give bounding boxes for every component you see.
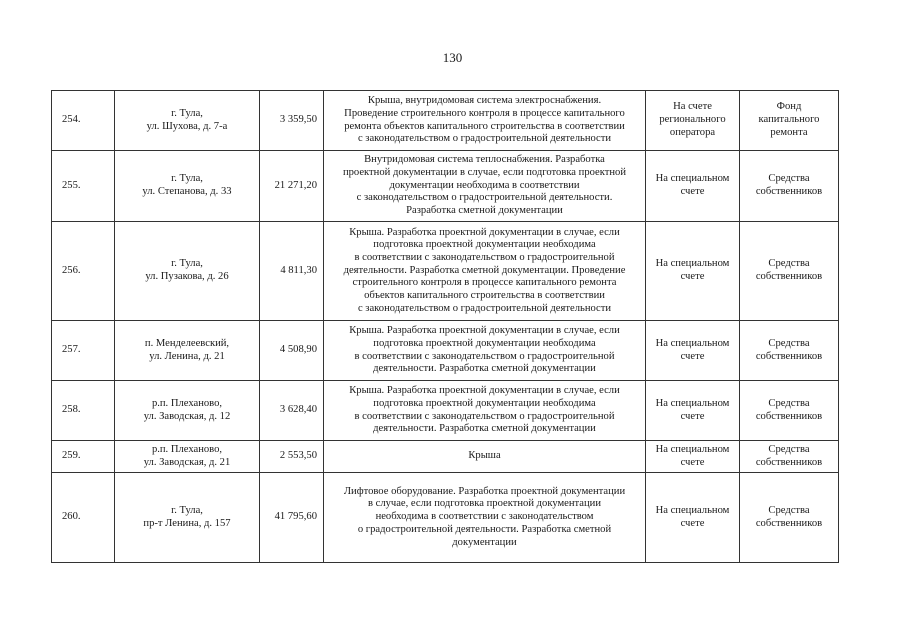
account-line: На специальном [655,173,730,185]
address-line: г. Тула, [171,173,203,185]
row-number: 260. [52,473,115,563]
work-line: документации необходима в соответствии [389,179,580,191]
work-line: подготовка проектной документации необходима [373,239,596,251]
address-cell [115,381,260,441]
table-row [52,151,839,222]
repair-program-table [51,90,839,563]
work-line: в соответствии с законодательством о градостроительной [354,410,615,422]
account-line: На специальном [655,337,730,349]
address-line: ул. Шухова, д. 7-а [146,120,228,132]
work-description-cell [324,321,646,381]
work-description-cell [324,441,646,473]
account-line: оператора [669,126,716,138]
work-line: объектов капитального строительства в соответствии [364,290,605,302]
work-line: в соответствии с законодательством о градостроительной [354,251,615,263]
fund-source-cell [740,441,839,473]
table-row [52,441,839,473]
work-line: Крыша. Разработка проектной документации в случае, если [349,385,620,397]
fund-line: Средства [768,173,810,185]
address-line: ул. Заводская, д. 12 [143,410,231,422]
work-description-cell [324,381,646,441]
work-line: деятельности. Разработка сметной документации [373,423,596,435]
work-line: Крыша. Разработка проектной документации в случае, если [349,325,620,337]
fund-line: собственников [755,456,823,468]
account-line: счете [680,350,705,362]
work-line: проектной документации в случае, если подготовка проектной [342,166,627,178]
fund-line: собственников [755,271,823,282]
work-line: деятельности. Разработка сметной документации. Проведение [343,264,626,276]
work-description-cell [324,91,646,151]
work-line: документации [452,536,517,548]
cost-cell: 3 628,40 [260,381,324,441]
cost-cell: 2 553,50 [260,441,324,473]
row-number: 254. [52,91,115,151]
work-line: с законодательством о градостроительной деятельности [357,302,612,314]
fund-line: Средства [768,397,810,409]
work-line: Проведение строительного контроля в процессе капитального [344,107,625,119]
fund-source-cell [740,91,839,151]
address-line: ул. Заводская, д. 21 [143,456,231,468]
row-number: 256. [52,222,115,321]
account-cell [646,222,740,321]
account-line: На специальном [655,397,730,409]
row-number: 259. [52,441,115,473]
fund-line: Фонд [776,101,802,113]
account-cell [646,321,740,381]
table-row [52,91,839,151]
table-row [52,381,839,441]
address-line: п. Менделеевский, [144,337,230,349]
fund-line: собственников [755,186,823,197]
account-line: На специальном [655,258,730,270]
fund-line: собственников [755,410,823,422]
address-cell [115,151,260,222]
address-cell [115,222,260,321]
work-line: Крыша [468,450,501,462]
address-line: р.п. Плеханово, [151,443,223,455]
fund-source-cell [740,222,839,321]
cost-cell: 4 811,30 [260,222,324,321]
work-description-cell [324,151,646,222]
work-line: Разработка сметной документации [406,205,563,217]
cost-cell: 21 271,20 [260,151,324,222]
fund-line: Средства [768,337,810,349]
address-cell [115,321,260,381]
row-number: 257. [52,321,115,381]
work-line: подготовка проектной документации необходима [373,337,596,349]
account-line: счете [680,186,705,197]
cost-cell: 3 359,50 [260,91,324,151]
fund-line: собственников [755,350,823,362]
address-line: ул. Степанова, д. 33 [142,186,232,197]
address-line: г. Тула, [171,504,203,516]
account-cell [646,473,740,563]
row-number: 258. [52,381,115,441]
table-row [52,473,839,563]
address-cell [115,473,260,563]
work-line: ремонта объектов капитального строительства в соответствии [344,120,625,132]
work-line: Лифтовое оборудование. Разработка проектной документации [343,485,626,497]
address-line: пр-т Ленина, д. 157 [143,517,231,529]
address-line: р.п. Плеханово, [151,397,223,409]
work-description-cell [324,222,646,321]
fund-source-cell [740,151,839,222]
account-cell [646,91,740,151]
account-line: счете [680,517,705,529]
table-body [52,91,839,563]
account-line: счете [680,410,705,422]
work-line: с законодательством о градостроительной деятельности. [356,192,613,204]
work-line: о градостроительной деятельности. Разработка сметной [357,523,612,535]
address-cell [115,91,260,151]
account-cell [646,151,740,222]
work-line: деятельности. Разработка сметной документации [373,363,596,375]
account-line: На счете [673,101,712,113]
address-line: ул. Ленина, д. 21 [149,350,225,362]
address-line: ул. Пузакова, д. 26 [145,271,229,282]
address-line: г. Тула, [171,258,203,270]
page-number: 130 [442,50,463,65]
work-line: подготовка проектной документации необходима [373,397,596,409]
fund-line: Средства [768,443,810,455]
fund-line: Средства [768,258,810,270]
work-line: в соответствии с законодательством о градостроительной [354,350,615,362]
account-line: счете [680,271,705,282]
table-row [52,222,839,321]
work-line: Внутридомовая система теплоснабжения. Разработка [364,154,605,166]
work-line: Крыша, внутридомовая система электроснабжения. [367,95,602,107]
account-cell [646,441,740,473]
address-cell [115,441,260,473]
table-row [52,321,839,381]
work-line: строительного контроля в процессе капитального ремонта [352,277,617,289]
account-line: На специальном [655,504,730,516]
work-line: в случае, если подготовка проектной документации [367,498,602,510]
row-number: 255. [52,151,115,222]
account-line: регионального [659,114,726,126]
fund-line: капитального [758,114,820,126]
account-line: счете [680,456,705,468]
cost-cell: 4 508,90 [260,321,324,381]
account-cell [646,381,740,441]
fund-line: ремонта [770,126,808,138]
address-line: г. Тула, [171,107,203,119]
fund-source-cell [740,473,839,563]
work-line: с законодательством о градостроительной деятельности [357,133,612,145]
cost-cell: 41 795,60 [260,473,324,563]
work-description-cell [324,473,646,563]
account-line: На специальном [655,443,730,455]
fund-line: Средства [768,504,810,516]
fund-source-cell [740,381,839,441]
work-line: Крыша. Разработка проектной документации в случае, если [349,226,620,238]
fund-source-cell [740,321,839,381]
work-line: необходима в соответствии с законодательством [375,511,594,523]
fund-line: собственников [755,517,823,529]
